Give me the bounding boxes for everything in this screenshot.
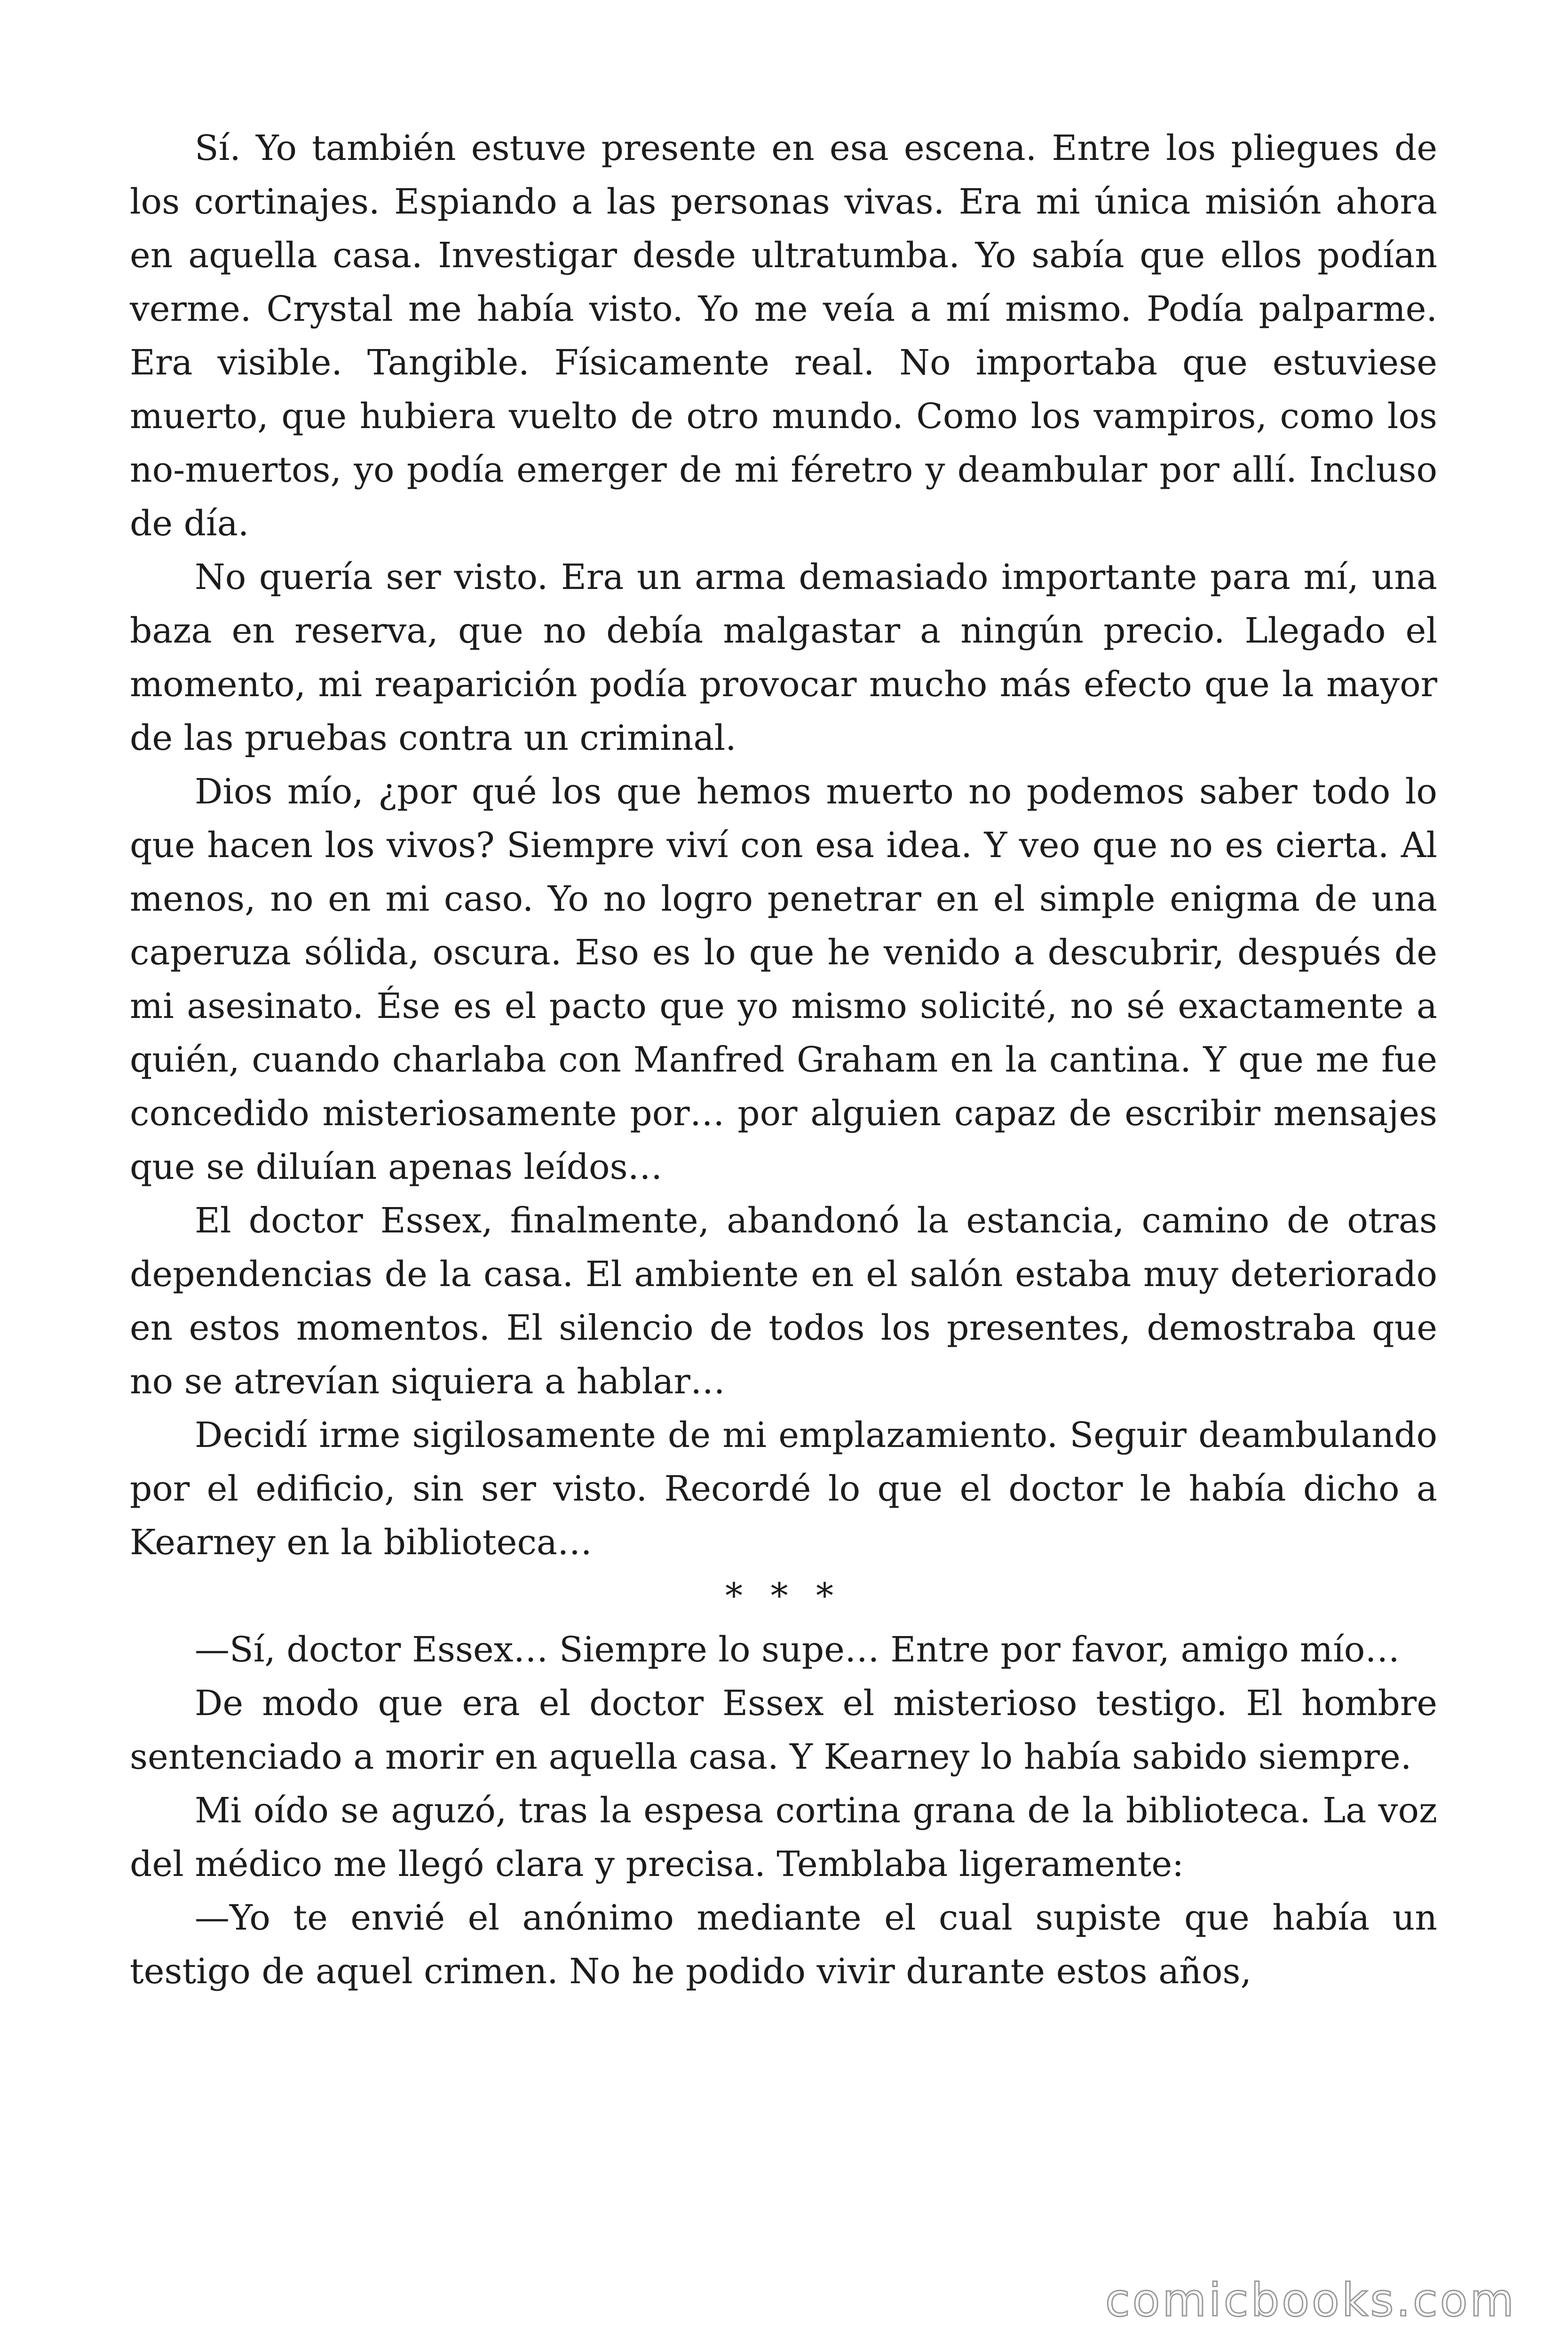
- section-separator: * * *: [725, 1576, 842, 1616]
- watermark: comicbooks.com: [1105, 2274, 1516, 2327]
- paragraph-8: Mi oído se aguzó, tras la espesa cortina grana de la biblioteca. La voz del médico me llegó clara y precisa. Temblaba ligeramente:: [130, 1790, 1437, 1884]
- paragraph-7: De modo que era el doctor Essex el misterioso testigo. El hombre sentenciado a morir en aquella casa. Y Kearney lo había sabido siempre.: [130, 1683, 1437, 1777]
- paragraph-9: —Yo te envié el anónimo mediante el cual supiste que había un testigo de aquel crimen. No he podido vivir durante estos años,: [130, 1898, 1437, 1992]
- paragraph-6: —Sí, doctor Essex… Siempre lo supe… Entre por favor, amigo mío…: [195, 1629, 1400, 1670]
- paragraph-3: Dios mío, ¿por qué los que hemos muerto no podemos saber todo lo que hacen los vivos? Siempre viví con esa idea. Y veo que no es cierta. Al menos, no en mi caso. Yo no logro penetrar en el simple enigma de una caperuza sólida, oscura. Eso es lo que he venido a descubrir, después de mi asesinato. Ése es el pacto que yo mismo solicité, no sé exactamente a quién, cuando charlaba con Manfred Graham en la cantina. Y que me fue concedido misteriosamente por… por alguien capaz de escribir mensajes que se diluían apenas leídos…: [130, 771, 1437, 1187]
- paragraph-1: Sí. Yo también estuve presente en esa escena. Entre los pliegues de los cortinajes. Espiando a las personas vivas. Era mi única misión ahora en aquella casa. Investigar desde ultratumba. Yo sabía que ellos podían verme. Crystal me había visto. Yo me veía a mí mismo. Podía palparme. Era visible. Tangible. Físicamente real. No importaba que estuviese muerto, que hubiera vuelto de otro mundo. Como los vampiros, como los no-muertos, yo podía emerger de mi féretro y deambular por allí. Incluso de día.: [130, 128, 1437, 544]
- paragraph-4: El doctor Essex, finalmente, abandonó la estancia, camino de otras dependencias de la casa. El ambiente en el salón estaba muy deteriorado en estos momentos. El silencio de todos los presentes, demostraba que no se atrevían siquiera a hablar…: [130, 1200, 1437, 1402]
- paragraph-2: No quería ser visto. Era un arma demasiado importante para mí, una baza en reserva, que no debía malgastar a ningún precio. Llegado el momento, mi reaparición podía provocar mucho más efecto que la mayor de las pruebas contra un criminal.: [130, 557, 1437, 758]
- body-text: [130, 121, 1437, 1998]
- paragraph-5: Decidí irme sigilosamente de mi emplazamiento. Seguir deambulando por el edificio, sin ser visto. Recordé lo que el doctor le había dicho a Kearney en la biblioteca…: [130, 1415, 1437, 1563]
